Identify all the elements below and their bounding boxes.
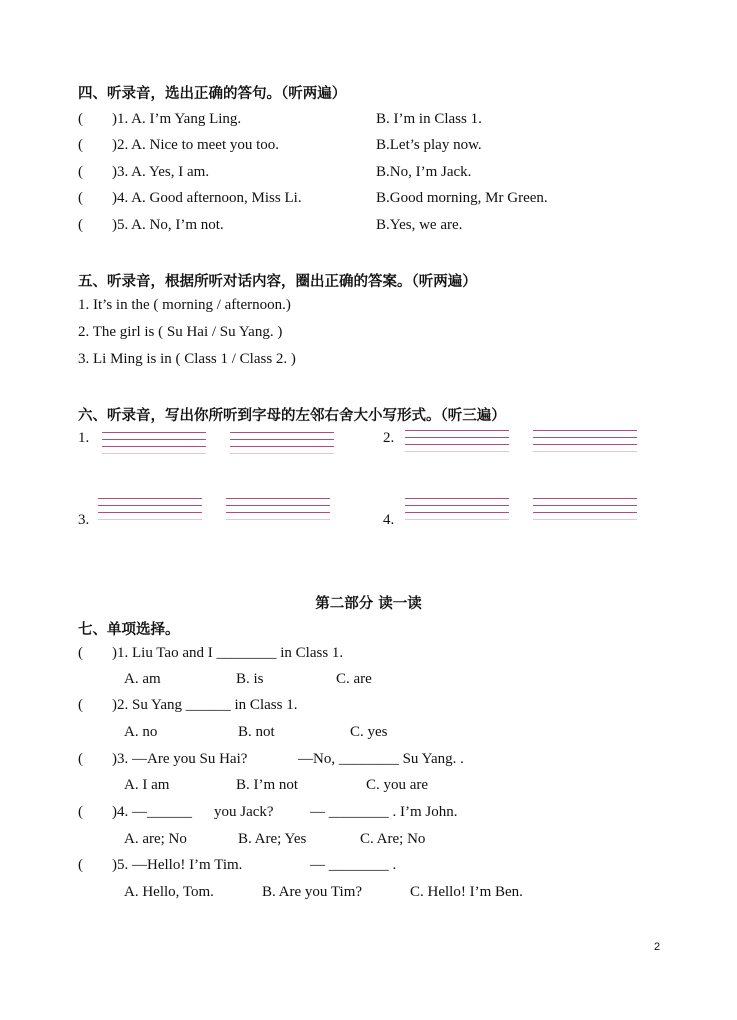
writing-lines-2b[interactable] [533,426,637,452]
s4-item5-option-b: B.Yes, we are. [376,217,463,233]
s7-q2-option-b: B. not [238,724,275,740]
writing-lines-1b[interactable] [230,428,334,454]
s6-label-2: 2. [383,430,395,446]
part-2-title: 第二部分 读一读 [315,596,422,612]
s7-q5-paren: ( [78,857,83,873]
s7-q5-option-b: B. Are you Tim? [262,884,363,900]
s7-q1-option-a: A. am [124,671,161,687]
s7-q2-paren: ( [78,697,83,713]
s7-q3-question: )3. —Are you Su Hai? [112,751,248,767]
s4-item1-option-a: )1. A. I’m Yang Ling. [112,111,242,127]
s7-q3-option-c: C. you are [366,777,429,793]
s4-item1-paren: ( [78,111,83,127]
writing-lines-3a[interactable] [98,494,202,520]
s5-item2: 2. The girl is ( Su Hai / Su Yang. ) [78,324,283,340]
s7-q2-option-c: C. yes [350,724,388,740]
s7-q3-option-b: B. I’m not [236,777,299,793]
s7-q2-question: )2. Su Yang ______ in Class 1. [112,697,298,713]
s4-item2-paren: ( [78,137,83,153]
s5-item1: 1. It’s in the ( morning / afternoon.) [78,297,291,313]
s7-q4-question-part2: you Jack? [214,804,274,820]
section-7-title: 七、单项选择。 [78,622,180,638]
s7-q3-question-reply: —No, ________ Su Yang. . [298,751,464,767]
writing-lines-4a[interactable] [405,494,509,520]
s7-q1-option-c: C. are [336,671,372,687]
section-5-title: 五、听录音，根据所听对话内容，圈出正确的答案。（听两遍） [78,274,477,290]
s4-item3-option-a: )3. A. Yes, I am. [112,164,210,180]
s7-q3-paren: ( [78,751,83,767]
s7-q3-option-a: A. I am [124,777,170,793]
s6-label-4: 4. [383,512,395,528]
s7-q4-question-reply: — ________ . I’m John. [310,804,458,820]
s7-q4-option-b: B. Are; Yes [238,831,307,847]
section-4-title: 四、听录音，选出正确的答句。（听两遍） [78,86,347,102]
s7-q5-question-reply: — ________ . [310,857,397,873]
s7-q5-question: )5. —Hello! I’m Tim. [112,857,243,873]
s7-q5-option-c: C. Hello! I’m Ben. [410,884,523,900]
s6-label-1: 1. [78,430,90,446]
s4-item4-option-b: B.Good morning, Mr Green. [376,190,548,206]
s4-item3-paren: ( [78,164,83,180]
s7-q4-paren: ( [78,804,83,820]
section-6-title: 六、听录音，写出你所听到字母的左邻右舍大小写形式。（听三遍） [78,408,506,424]
s7-q4-option-a: A. are; No [124,831,187,847]
s7-q1-paren: ( [78,645,83,661]
s7-q2-option-a: A. no [124,724,158,740]
s4-item5-option-a: )5. A. No, I’m not. [112,217,224,233]
s4-item4-option-a: )4. A. Good afternoon, Miss Li. [112,190,302,206]
writing-lines-2a[interactable] [405,426,509,452]
writing-lines-3b[interactable] [226,494,330,520]
writing-lines-1a[interactable] [102,428,206,454]
s7-q1-question: )1. Liu Tao and I ________ in Class 1. [112,645,344,661]
writing-lines-4b[interactable] [533,494,637,520]
s5-item3: 3. Li Ming is in ( Class 1 / Class 2. ) [78,351,296,367]
s4-item2-option-a: )2. A. Nice to meet you too. [112,137,280,153]
s7-q4-option-c: C. Are; No [360,831,426,847]
s7-q1-option-b: B. is [236,671,264,687]
page-number: 2 [654,941,661,953]
s4-item3-option-b: B.No, I’m Jack. [376,164,472,180]
s4-item4-paren: ( [78,190,83,206]
s4-item5-paren: ( [78,217,83,233]
s7-q4-question: )4. —______ [112,804,192,820]
s4-item1-option-b: B. I’m in Class 1. [376,111,482,127]
s6-label-3: 3. [78,512,90,528]
s4-item2-option-b: B.Let’s play now. [376,137,482,153]
s7-q5-option-a: A. Hello, Tom. [124,884,214,900]
